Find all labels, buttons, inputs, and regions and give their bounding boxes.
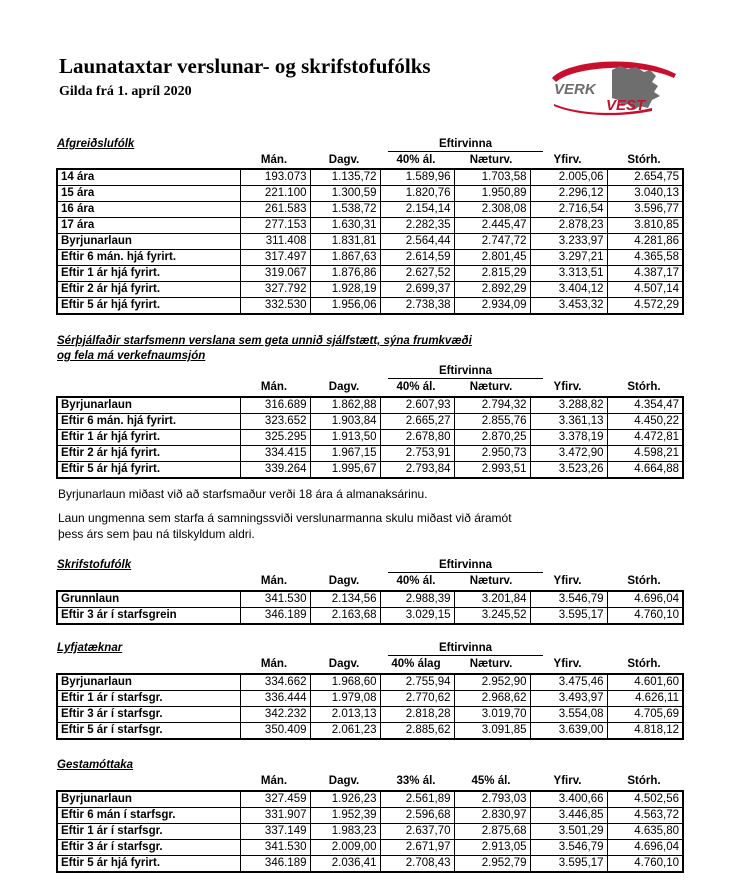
row-label: Grunnlaun — [57, 591, 240, 608]
rate-cell: 2.154,14 — [380, 202, 454, 218]
rate-cell: 1.967,15 — [310, 446, 380, 462]
row-label: Eftir 3 ár í starfsgr. — [57, 707, 240, 723]
rate-cell: 1.820,76 — [380, 186, 454, 202]
row-label: 17 ára — [57, 218, 240, 234]
rate-cell: 317.497 — [240, 250, 310, 266]
row-label: Eftir 1 ár hjá fyrirt. — [57, 266, 240, 282]
section-title-serthjalfadir-line2: og fela má verkefnaumsjón — [57, 350, 206, 362]
rate-cell: 2.993,51 — [454, 462, 530, 479]
rate-cell: 1.876,86 — [310, 266, 380, 282]
row-label: Eftir 1 ár í starfsgr. — [57, 824, 240, 840]
rate-cell: 2.163,68 — [310, 608, 380, 625]
rate-cell: 2.885,62 — [380, 723, 454, 740]
rate-cell: 277.153 — [240, 218, 310, 234]
row-label: Eftir 5 ár í starfsgr. — [57, 723, 240, 740]
rate-cell: 4.387,17 — [607, 266, 683, 282]
rate-cell: 2.627,52 — [380, 266, 454, 282]
rate-cell: 1.926,23 — [310, 791, 380, 808]
rate-cell: 346.189 — [240, 608, 310, 625]
table-row — [57, 218, 683, 234]
col-header-storh: Stórh. — [627, 775, 661, 787]
rate-cell: 2.637,70 — [380, 824, 454, 840]
col-header-40al: 40% ál. — [396, 381, 436, 393]
rate-cell: 4.563,72 — [607, 808, 683, 824]
rate-cell: 4.626,11 — [607, 691, 683, 707]
logo-text-verk: VERK — [554, 81, 596, 98]
rate-cell: 4.281,86 — [607, 234, 683, 250]
rate-cell: 1.862,88 — [310, 397, 380, 414]
table-row — [57, 186, 683, 202]
rate-cell: 334.662 — [240, 674, 310, 691]
rate-cell: 2.801,45 — [454, 250, 530, 266]
row-label: 16 ára — [57, 202, 240, 218]
rate-cell: 2.678,80 — [380, 430, 454, 446]
table-row — [57, 674, 683, 691]
col-header-dagv: Dagv. — [328, 154, 360, 166]
rate-cell: 4.601,60 — [607, 674, 683, 691]
col-header-naeturv: Næturv. — [469, 381, 513, 393]
table-row — [57, 414, 683, 430]
rate-cell: 2.607,93 — [380, 397, 454, 414]
col-header-man: Mán. — [260, 658, 288, 670]
col-header-40alag: 40% álag — [391, 658, 441, 670]
row-label: Eftir 5 ár hjá fyrirt. — [57, 856, 240, 873]
table-row — [57, 691, 683, 707]
rate-cell: 3.554,08 — [530, 707, 607, 723]
row-label: Eftir 5 ár hjá fyrirt. — [57, 462, 240, 479]
column-header-row — [56, 574, 682, 589]
table-row — [57, 840, 683, 856]
rate-cell: 4.365,58 — [607, 250, 683, 266]
rate-cell: 3.288,82 — [530, 397, 607, 414]
rate-cell: 2.878,23 — [530, 218, 607, 234]
rate-cell: 2.009,00 — [310, 840, 380, 856]
rate-cell: 3.493,97 — [530, 691, 607, 707]
rate-cell: 327.459 — [240, 791, 310, 808]
rate-cell: 3.595,17 — [530, 608, 607, 625]
rate-cell: 337.149 — [240, 824, 310, 840]
wage-table-lyfjataeknar — [56, 673, 684, 740]
rate-cell: 1.630,31 — [310, 218, 380, 234]
col-header-storh: Stórh. — [627, 154, 661, 166]
rate-cell: 2.747,72 — [454, 234, 530, 250]
rate-cell: 3.378,19 — [530, 430, 607, 446]
rate-cell: 2.793,84 — [380, 462, 454, 479]
table-row — [57, 591, 683, 608]
rate-cell: 4.760,10 — [607, 608, 683, 625]
rate-cell: 3.595,17 — [530, 856, 607, 873]
rate-cell: 4.502,56 — [607, 791, 683, 808]
eftirvinna-heading: Eftirvinna — [388, 137, 543, 152]
rate-cell: 2.818,28 — [380, 707, 454, 723]
rate-cell: 3.472,90 — [530, 446, 607, 462]
col-header-man: Mán. — [260, 575, 288, 587]
rate-cell: 2.738,38 — [380, 298, 454, 315]
col-header-naeturv: Næturv. — [469, 154, 513, 166]
table-row — [57, 202, 683, 218]
col-header-dagv: Dagv. — [328, 658, 360, 670]
rate-cell: 2.988,39 — [380, 591, 454, 608]
rate-cell: 2.564,44 — [380, 234, 454, 250]
rate-cell: 2.870,25 — [454, 430, 530, 446]
rate-cell: 2.755,94 — [380, 674, 454, 691]
row-label: Eftir 1 ár í starfsgr. — [57, 691, 240, 707]
col-header-40al: 40% ál. — [396, 154, 436, 166]
rate-cell: 2.708,43 — [380, 856, 454, 873]
logo-text-vest: VEST — [606, 97, 646, 114]
rate-cell: 2.013,13 — [310, 707, 380, 723]
rate-cell: 331.907 — [240, 808, 310, 824]
table-row — [57, 824, 683, 840]
rate-cell: 2.950,73 — [454, 446, 530, 462]
wage-table-skrifstofufolk — [56, 590, 684, 625]
eftirvinna-heading: Eftirvinna — [388, 641, 543, 656]
col-header-naeturv: Næturv. — [469, 575, 513, 587]
table-row — [57, 446, 683, 462]
rate-cell: 2.952,90 — [454, 674, 530, 691]
rate-cell: 4.635,80 — [607, 824, 683, 840]
rate-cell: 2.445,47 — [454, 218, 530, 234]
rate-cell: 3.040,13 — [607, 186, 683, 202]
col-header-naeturv: Næturv. — [469, 658, 513, 670]
rate-cell: 3.245,52 — [454, 608, 530, 625]
rate-cell: 2.061,23 — [310, 723, 380, 740]
row-label: Eftir 5 ár hjá fyrirt. — [57, 298, 240, 315]
table-row — [57, 169, 683, 186]
table-row — [57, 298, 683, 315]
rate-cell: 3.091,85 — [454, 723, 530, 740]
rate-cell: 1.952,39 — [310, 808, 380, 824]
rate-cell: 1.831,81 — [310, 234, 380, 250]
rate-cell: 3.201,84 — [454, 591, 530, 608]
rate-cell: 3.546,79 — [530, 591, 607, 608]
rate-cell: 1.703,58 — [454, 169, 530, 186]
col-header-45al: 45% ál. — [471, 775, 511, 787]
rate-cell: 325.295 — [240, 430, 310, 446]
rate-cell: 3.361,13 — [530, 414, 607, 430]
table-row — [57, 266, 683, 282]
rate-cell: 336.444 — [240, 691, 310, 707]
col-header-storh: Stórh. — [627, 575, 661, 587]
rate-cell: 334.415 — [240, 446, 310, 462]
rate-cell: 1.968,60 — [310, 674, 380, 691]
col-header-dagv: Dagv. — [328, 575, 360, 587]
wage-table-afgreidslufolk — [56, 168, 684, 315]
table-row — [57, 707, 683, 723]
rate-cell: 327.792 — [240, 282, 310, 298]
table-row — [57, 723, 683, 740]
row-label: 14 ára — [57, 169, 240, 186]
section-title-skrifstofufolk: Skrifstofufólk — [57, 559, 132, 571]
rate-cell: 221.100 — [240, 186, 310, 202]
rate-cell: 350.409 — [240, 723, 310, 740]
rate-cell: 3.297,21 — [530, 250, 607, 266]
col-header-man: Mán. — [260, 775, 288, 787]
rate-cell: 341.530 — [240, 840, 310, 856]
col-header-man: Mán. — [260, 154, 288, 166]
wage-table-serthjalfadir — [56, 396, 684, 479]
rate-cell: 1.913,50 — [310, 430, 380, 446]
rate-cell: 3.019,70 — [454, 707, 530, 723]
col-header-man: Mán. — [260, 381, 288, 393]
rate-cell: 1.903,84 — [310, 414, 380, 430]
rate-cell: 3.446,85 — [530, 808, 607, 824]
section-title-serthjalfadir-line1: Sérþjálfaðir starfsmenn verslana sem geta unnið sjálfstætt, sýna frumkvæði — [57, 335, 472, 347]
rate-cell: 2.830,97 — [454, 808, 530, 824]
rate-cell: 1.300,59 — [310, 186, 380, 202]
row-label: Eftir 2 ár hjá fyrirt. — [57, 446, 240, 462]
rate-cell: 2.005,06 — [530, 169, 607, 186]
rate-cell: 2.793,03 — [454, 791, 530, 808]
note-ungmenni-line2: þess árs sem þau ná tilskyldum aldri. — [58, 527, 255, 541]
rate-cell: 3.453,32 — [530, 298, 607, 315]
row-label: Eftir 2 ár hjá fyrirt. — [57, 282, 240, 298]
rate-cell: 2.934,09 — [454, 298, 530, 315]
rate-cell: 339.264 — [240, 462, 310, 479]
rate-cell: 1.589,96 — [380, 169, 454, 186]
row-label: Eftir 6 mán. hjá fyrirt. — [57, 414, 240, 430]
rate-cell: 4.696,04 — [607, 591, 683, 608]
rate-cell: 1.867,63 — [310, 250, 380, 266]
rate-cell: 2.654,75 — [607, 169, 683, 186]
rate-cell: 2.968,62 — [454, 691, 530, 707]
row-label: Byrjunarlaun — [57, 234, 240, 250]
rate-cell: 1.538,72 — [310, 202, 380, 218]
rate-cell: 4.598,21 — [607, 446, 683, 462]
rate-cell: 2.036,41 — [310, 856, 380, 873]
table-row — [57, 282, 683, 298]
rate-cell: 3.029,15 — [380, 608, 454, 625]
col-header-yfirv: Yfirv. — [553, 381, 582, 393]
note-byrjunarlaun: Byrjunarlaun miðast við að starfsmaður verði 18 ára á almanaksárinu. — [58, 487, 428, 501]
rate-cell: 2.753,91 — [380, 446, 454, 462]
rate-cell: 2.134,56 — [310, 591, 380, 608]
rate-cell: 193.073 — [240, 169, 310, 186]
rate-cell: 2.913,05 — [454, 840, 530, 856]
page-subtitle: Gilda frá 1. apríl 2020 — [59, 84, 192, 99]
rate-cell: 342.232 — [240, 707, 310, 723]
page-title: Launataxtar verslunar- og skrifstofufólks — [59, 54, 431, 78]
rate-cell: 4.572,29 — [607, 298, 683, 315]
col-header-yfirv: Yfirv. — [553, 658, 582, 670]
rate-cell: 2.308,08 — [454, 202, 530, 218]
col-header-40al: 40% ál. — [396, 575, 436, 587]
table-row — [57, 250, 683, 266]
rate-cell: 4.705,69 — [607, 707, 683, 723]
col-header-dagv: Dagv. — [328, 775, 360, 787]
rate-cell: 332.530 — [240, 298, 310, 315]
col-header-storh: Stórh. — [627, 658, 661, 670]
section-title-lyfjataeknar: Lyfjatæknar — [57, 642, 123, 654]
rate-cell: 319.067 — [240, 266, 310, 282]
rate-cell: 3.400,66 — [530, 791, 607, 808]
rate-cell: 2.794,32 — [454, 397, 530, 414]
column-header-row — [56, 380, 682, 395]
rate-cell: 3.596,77 — [607, 202, 683, 218]
table-row — [57, 808, 683, 824]
note-ungmenni-line1: Laun ungmenna sem starfa á samningssviði verslunarmanna skulu miðast við áramót — [58, 511, 512, 525]
rate-cell: 1.956,06 — [310, 298, 380, 315]
rate-cell: 3.546,79 — [530, 840, 607, 856]
table-row — [57, 791, 683, 808]
column-header-row — [56, 657, 682, 672]
table-row — [57, 234, 683, 250]
table-row — [57, 462, 683, 479]
eftirvinna-heading: Eftirvinna — [388, 558, 543, 573]
row-label: Eftir 3 ár í starfsgrein — [57, 608, 240, 625]
col-header-dagv: Dagv. — [328, 381, 360, 393]
wage-table-gestamottaka — [56, 790, 684, 873]
rate-cell: 2.815,29 — [454, 266, 530, 282]
rate-cell: 323.652 — [240, 414, 310, 430]
rate-cell: 316.689 — [240, 397, 310, 414]
col-header-yfirv: Yfirv. — [553, 154, 582, 166]
rate-cell: 1.928,19 — [310, 282, 380, 298]
rate-cell: 4.760,10 — [607, 856, 683, 873]
rate-cell: 2.296,12 — [530, 186, 607, 202]
col-header-33al: 33% ál. — [396, 775, 436, 787]
rate-cell: 2.716,54 — [530, 202, 607, 218]
rate-cell: 341.530 — [240, 591, 310, 608]
row-label: Eftir 6 mán í starfsgr. — [57, 808, 240, 824]
rate-cell: 4.664,88 — [607, 462, 683, 479]
verkvest-logo — [548, 56, 680, 116]
rate-cell: 2.282,35 — [380, 218, 454, 234]
table-row — [57, 430, 683, 446]
rate-cell: 2.665,27 — [380, 414, 454, 430]
row-label: 15 ára — [57, 186, 240, 202]
rate-cell: 346.189 — [240, 856, 310, 873]
rate-cell: 3.810,85 — [607, 218, 683, 234]
col-header-storh: Stórh. — [627, 381, 661, 393]
rate-cell: 1.983,23 — [310, 824, 380, 840]
rate-cell: 3.233,97 — [530, 234, 607, 250]
rate-cell: 4.696,04 — [607, 840, 683, 856]
row-label: Byrjunarlaun — [57, 397, 240, 414]
column-header-row — [56, 774, 682, 789]
table-row — [57, 856, 683, 873]
rate-cell: 1.995,67 — [310, 462, 380, 479]
rate-cell: 2.596,68 — [380, 808, 454, 824]
row-label: Eftir 3 ár í starfsgr. — [57, 840, 240, 856]
rate-cell: 4.450,22 — [607, 414, 683, 430]
rate-cell: 4.507,14 — [607, 282, 683, 298]
rate-cell: 261.583 — [240, 202, 310, 218]
rate-cell: 2.952,79 — [454, 856, 530, 873]
rate-cell: 3.475,46 — [530, 674, 607, 691]
row-label: Byrjunarlaun — [57, 791, 240, 808]
rate-cell: 2.770,62 — [380, 691, 454, 707]
section-title-afgreidslufolk: Afgreiðslufólk — [57, 138, 135, 150]
rate-cell: 4.354,47 — [607, 397, 683, 414]
rate-cell: 4.818,12 — [607, 723, 683, 740]
row-label: Eftir 1 ár hjá fyrirt. — [57, 430, 240, 446]
rate-cell: 1.950,89 — [454, 186, 530, 202]
rate-cell: 1.979,08 — [310, 691, 380, 707]
rate-cell: 2.614,59 — [380, 250, 454, 266]
rate-cell: 311.408 — [240, 234, 310, 250]
column-header-row — [56, 153, 682, 168]
rate-cell: 2.671,97 — [380, 840, 454, 856]
rate-cell: 2.875,68 — [454, 824, 530, 840]
rate-cell: 3.501,29 — [530, 824, 607, 840]
row-label: Eftir 6 mán. hjá fyrirt. — [57, 250, 240, 266]
rate-cell: 2.855,76 — [454, 414, 530, 430]
rate-cell: 3.639,00 — [530, 723, 607, 740]
rate-cell: 4.472,81 — [607, 430, 683, 446]
eftirvinna-heading: Eftirvinna — [388, 364, 543, 379]
table-row — [57, 397, 683, 414]
rate-cell: 3.404,12 — [530, 282, 607, 298]
rate-cell: 2.561,89 — [380, 791, 454, 808]
section-title-gestamottaka: Gestamóttaka — [57, 759, 134, 771]
rate-cell: 3.523,26 — [530, 462, 607, 479]
rate-cell: 2.699,37 — [380, 282, 454, 298]
rate-cell: 2.892,29 — [454, 282, 530, 298]
rate-cell: 1.135,72 — [310, 169, 380, 186]
table-row — [57, 608, 683, 625]
col-header-yfirv: Yfirv. — [553, 575, 582, 587]
rate-cell: 3.313,51 — [530, 266, 607, 282]
col-header-yfirv: Yfirv. — [553, 775, 582, 787]
row-label: Byrjunarlaun — [57, 674, 240, 691]
